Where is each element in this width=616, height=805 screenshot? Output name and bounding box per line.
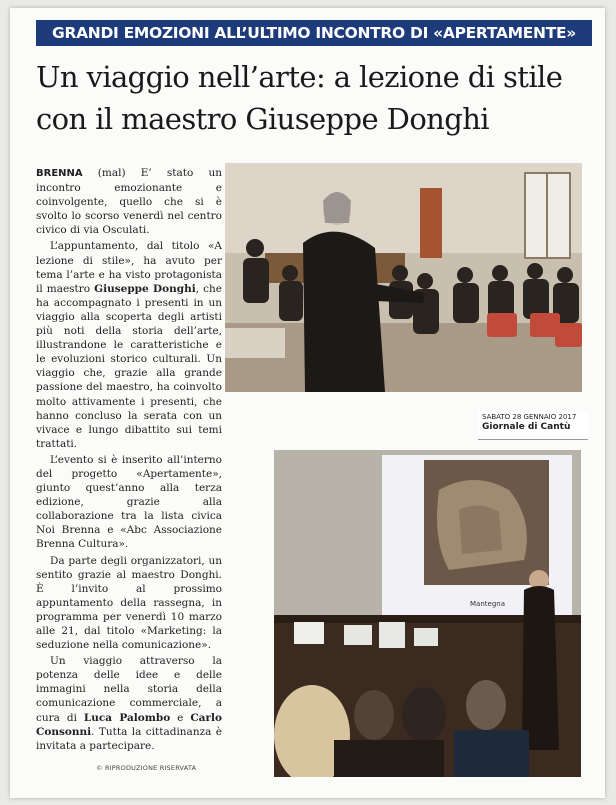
paragraph-5-text-mid: e (170, 711, 191, 724)
article-paragraph-3: L’evento si è inserito all’interno del progetto «Apertamente», giunto quest’anno alla terza edizione, grazie alla collaborazione tra la lista civica Noi Brenna e «Abc Associazione Brenna Cultura». (36, 453, 222, 551)
dateline: BRENNA (36, 168, 83, 179)
publication-date: SABATO 28 GENNAIO 2017 (482, 413, 577, 421)
lecture-photo (225, 163, 582, 392)
speaker-name: Giuseppe Donghi (94, 282, 196, 295)
article-body (36, 166, 222, 755)
headline-line-2: con il maestro Giuseppe Donghi (36, 102, 489, 136)
byline: (mal) (97, 167, 126, 179)
paragraph-5-text-a: Un viaggio attraverso la potenza delle idee e delle immagini nella storia della comunicazione commerciale, a cura di (36, 655, 222, 724)
lecture-photo-image (225, 163, 582, 392)
article-paragraph-2 (36, 239, 222, 450)
projection-photo (274, 450, 581, 777)
curator-name-1: Luca Palombo (83, 711, 171, 724)
paragraph-2-text-b: , che ha accompagnato i presenti in un viaggio alla scoperta degli artisti più noti della storia dell’arte, illustrandone le caratteristiche e le evoluzioni storico culturali. Un viaggio che, grazie alla grande passione del maestro, ha coinvolto molto attivamente i presenti, che hanno concluso la serata con un vivace e lungo dibattito sui temi trattati. (36, 282, 222, 450)
slide-caption: Mantegna (470, 600, 505, 608)
projection-photo-image (274, 450, 581, 777)
kicker-banner: GRANDI EMOZIONI ALL’ULTIMO INCONTRO DI «APERTAMENTE» (36, 20, 592, 46)
article-paragraph-1 (36, 166, 222, 237)
copyright-notice: © RIPRODUZIONE RISERVATA (96, 764, 197, 772)
masthead-clipping (478, 411, 588, 440)
paragraph-2-text-a: L’appuntamento, dal titolo «A lezione di stile», ha avuto per tema l’arte e ha visto protagonista il maestro (36, 240, 222, 295)
paragraph-1-text: E’ stato un incontro emozionante e coinvolgente, quello che si è svolto lo scorso venerdì nel centro civico di via Osculati. (36, 167, 222, 237)
headline (36, 56, 596, 140)
newspaper-page (10, 8, 605, 798)
publication-name: Giornale di Cantù (482, 422, 571, 432)
curator-name-2: Carlo Consonni (36, 711, 223, 738)
article-paragraph-4: Da parte degli organizzatori, un sentito grazie al maestro Donghi. È l’invito al prossimo appuntamento della rassegna, in programma per venerdì 10 marzo alle 21, dal titolo «Marketing: la seduzione nella comunicazione». (36, 554, 222, 652)
paragraph-5-text-b: . Tutta la cittadinanza è invitata a partecipare. (36, 725, 222, 752)
headline-line-1: Un viaggio nell’arte: a lezione di stile (36, 60, 563, 94)
article-paragraph-5 (36, 654, 222, 753)
